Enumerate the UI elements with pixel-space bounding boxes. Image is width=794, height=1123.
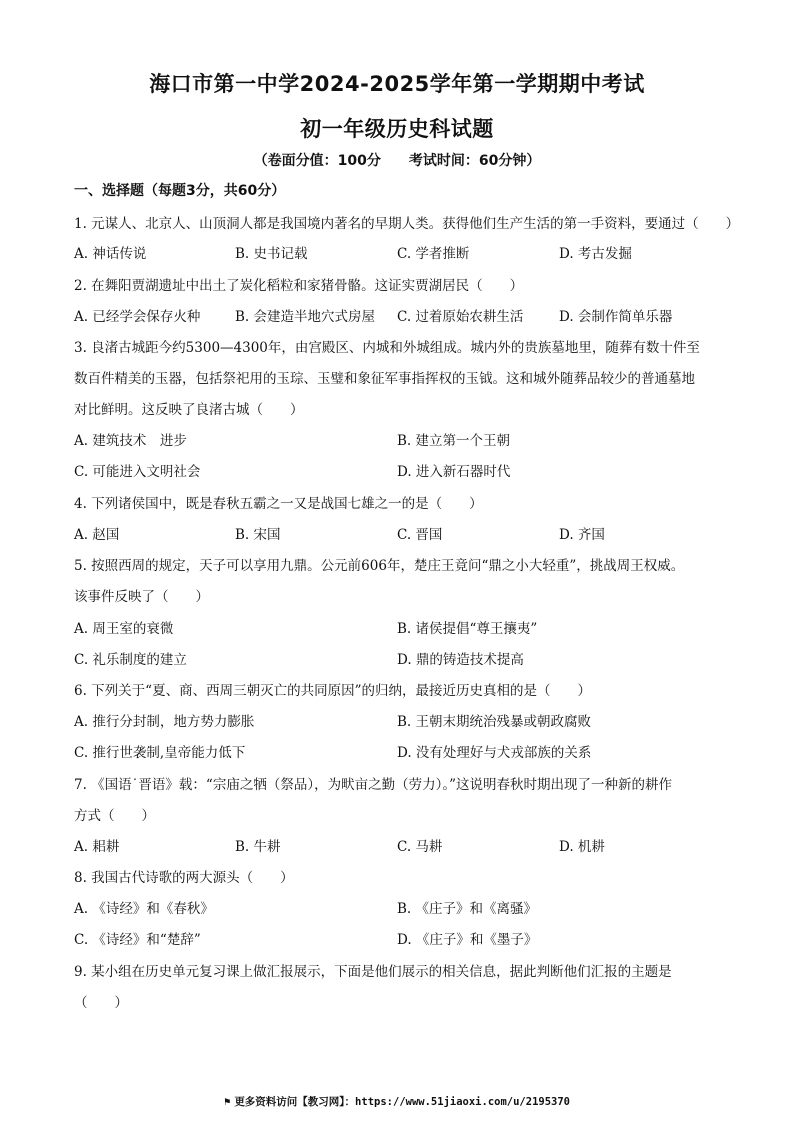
exam-title: 海口市第一中学2024-2025学年第一学期期中考试 <box>149 72 645 96</box>
q4-option-a: A. 赵国 <box>74 527 120 543</box>
q5-option-a: A. 周王室的衰微 <box>74 621 174 637</box>
footer-link[interactable]: 更多资料访问【教习网】：https://www.51jiaoxi.com/u/2195370 <box>234 1096 570 1108</box>
question-7-stem-line2: 方式（ ） <box>74 808 155 824</box>
question-3-stem-line2: 数百件精美的玉器，包括祭祀用的玉琮、玉璧和象征军事指挥权的玉钺。这和城外随葬品较少的普通墓地 <box>74 371 695 387</box>
question-7-stem-line1: 7. 《国语˙晋语》载：“宗庙之牺（祭品），为畎亩之勤（劳力）。”这说明春秋时期出现了一种新的耕作 <box>74 777 672 793</box>
q6-option-d: D. 没有处理好与犬戎部族的关系 <box>397 745 592 761</box>
q2-option-b: B. 会建造半地穴式房屋 <box>235 309 376 325</box>
q3-option-a: A. 建筑技术 进步 <box>74 433 187 449</box>
q2-option-d: D. 会制作简单乐器 <box>559 309 673 325</box>
flag-icon: ⚑ <box>223 1096 231 1108</box>
q3-option-c: C. 可能进入文明社会 <box>74 464 201 480</box>
q4-option-c: C. 晋国 <box>397 527 443 543</box>
q2-option-c: C. 过着原始农耕生活 <box>397 309 524 325</box>
question-8-stem: 8. 我国古代诗歌的两大源头（ ） <box>74 870 294 886</box>
q1-option-b: B. 史书记载 <box>235 246 308 262</box>
exam-subject-title: 初一年级历史科试题 <box>300 117 494 141</box>
q2-option-a: A. 已经学会保存火种 <box>74 309 201 325</box>
q3-option-d: D. 进入新石器时代 <box>397 464 511 480</box>
question-9-stem-line2: （ ） <box>74 995 128 1011</box>
q6-option-b: B. 王朝末期统治残暴或朝政腐败 <box>397 714 592 730</box>
q8-option-a: A. 《诗经》和《春秋》 <box>74 901 214 917</box>
question-6-stem: 6. 下列关于“夏、商、西周三朝灭亡的共同原因”的归纳，最接近历史真相的是（ ） <box>74 683 591 699</box>
q4-option-b: B. 宋国 <box>235 527 281 543</box>
question-3-stem-line3: 对比鲜明。这反映了良渚古城（ ） <box>74 402 304 418</box>
q3-option-b: B. 建立第一个王朝 <box>397 433 511 449</box>
question-5-stem-line2: 该事件反映了（ ） <box>74 589 209 605</box>
footer <box>0 1094 794 1109</box>
q7-option-c: C. 马耕 <box>397 839 443 855</box>
q5-option-d: D. 鼎的铸造技术提高 <box>397 652 524 668</box>
q8-option-d: D. 《庄子》和《墨子》 <box>397 932 538 948</box>
question-5-stem-line1: 5. 按照西周的规定，天子可以享用九鼎。公元前606年，楚庄王竟问“鼎之小大轻重”，挑战周王权威。 <box>74 558 685 574</box>
q5-option-c: C. 礼乐制度的建立 <box>74 652 187 668</box>
q1-option-d: D. 考古发掘 <box>559 246 632 262</box>
q4-option-d: D. 齐国 <box>559 527 605 543</box>
q7-option-a: A. 耜耕 <box>74 839 120 855</box>
q7-option-d: D. 机耕 <box>559 839 605 855</box>
q1-option-a: A. 神话传说 <box>74 246 147 262</box>
question-4-stem: 4. 下列诸侯国中，既是春秋五霸之一又是战国七雄之一的是（ ） <box>74 496 483 512</box>
question-2-stem: 2. 在舞阳贾湖遗址中出土了炭化稻粒和家猪骨骼。这证实贾湖居民（ ） <box>74 278 524 294</box>
q8-option-b: B. 《庄子》和《离骚》 <box>397 901 538 917</box>
q5-option-b: B. 诸侯提倡“尊王攘夷” <box>397 621 538 637</box>
q6-option-c: C. 推行世袭制,皇帝能力低下 <box>74 745 246 761</box>
question-9-stem-line1: 9. 某小组在历史单元复习课上做汇报展示，下面是他们展示的相关信息，据此判断他们汇报的主题是 <box>74 964 672 980</box>
q1-option-c: C. 学者推断 <box>397 246 470 262</box>
q6-option-a: A. 推行分封制，地方势力膨胀 <box>74 714 255 730</box>
section-heading: 一、选择题（每题3分，共60分） <box>74 183 286 199</box>
question-1-stem: 1. 元谋人、北京人、山顶洞人都是我国境内著名的早期人类。获得他们生产生活的第一手资料，要通过（ ） <box>74 216 740 232</box>
exam-info: （卷面分值：100分 考试时间：60分钟） <box>253 153 541 169</box>
q7-option-b: B. 牛耕 <box>235 839 281 855</box>
q8-option-c: C. 《诗经》和“楚辞” <box>74 932 201 948</box>
question-3-stem-line1: 3. 良渚古城距今约5300—4300年，由宫殿区、内城和外城组成。城内外的贵族墓地里，随葬有数十件至 <box>74 340 700 356</box>
